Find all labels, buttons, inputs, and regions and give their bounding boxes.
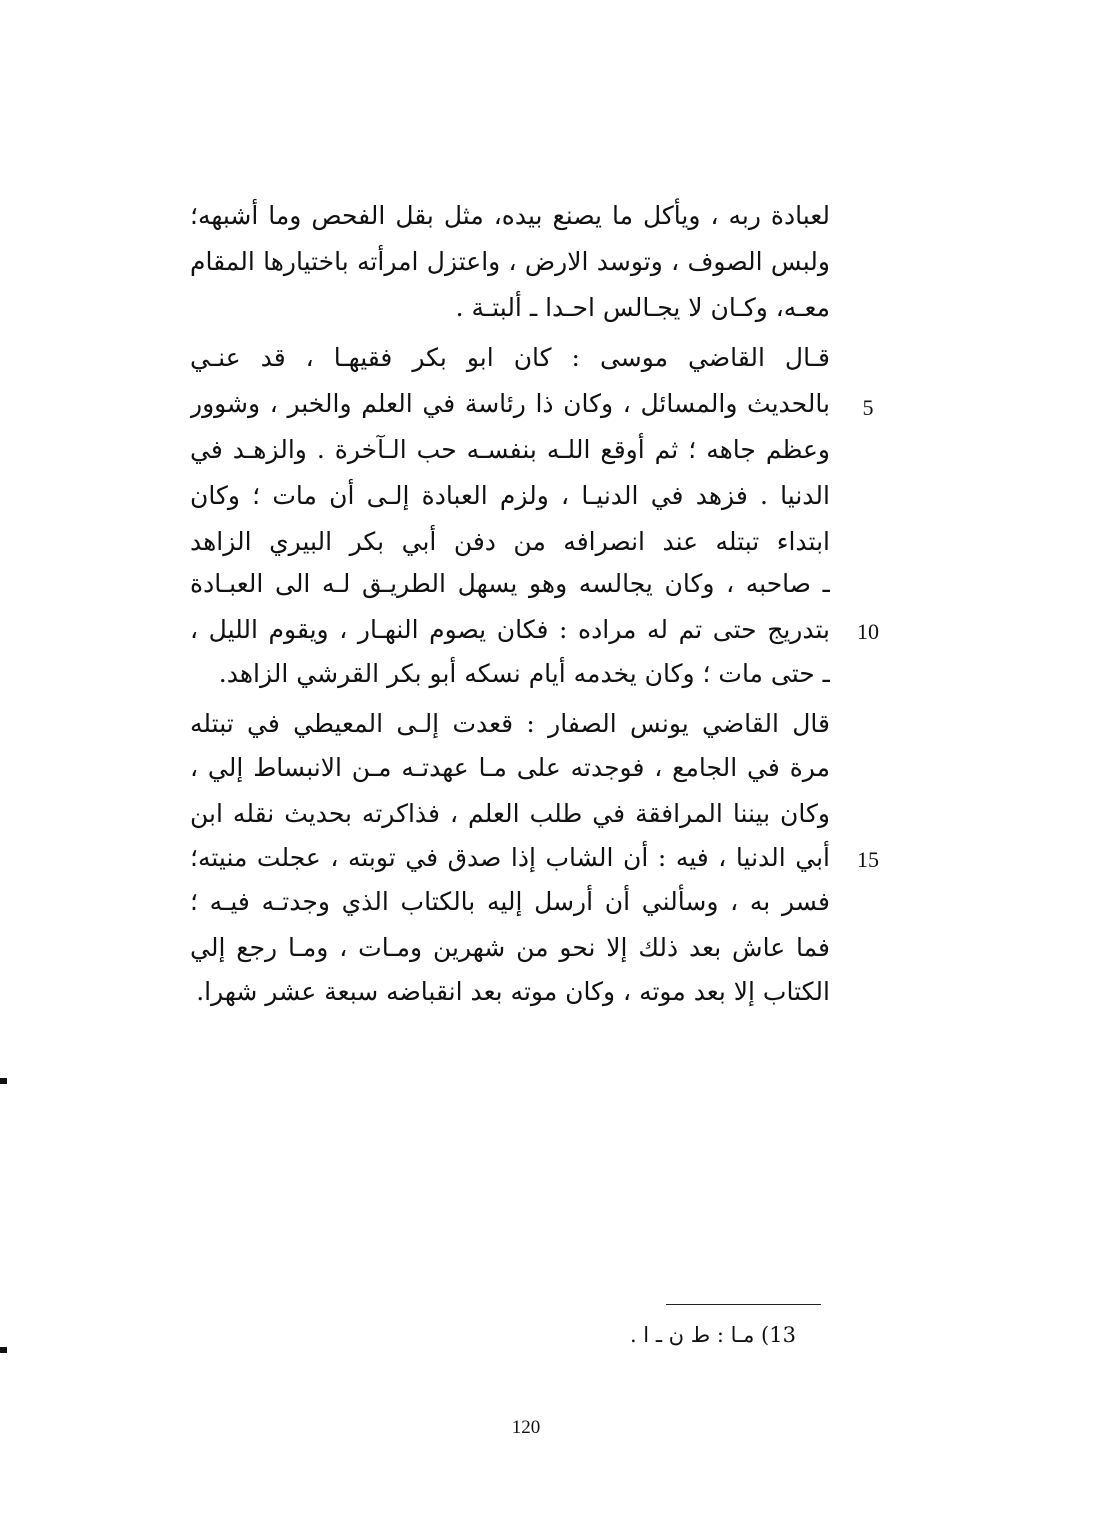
- line-number: 10: [857, 619, 879, 644]
- footnote: 13) مـا : ط ن ـ ا .: [629, 1323, 796, 1347]
- text-line: فما عاش بعد ذلك إلا نحو من شهرين ومـات ، ومـا رجع إلي: [190, 933, 830, 962]
- footnote-divider: [666, 1304, 821, 1305]
- line-number: 5: [862, 395, 874, 420]
- line-number: 15: [857, 847, 879, 872]
- text-line: ابتداء تبتله عند انصرافه من دفن أبي بكر البيري الزاهد: [190, 527, 830, 556]
- text-line: مرة في الجامع ، فوجدته على مـا عهدتـه مـن الانبساط إلي ،: [190, 753, 830, 782]
- scan-margin-mark: [0, 1078, 7, 1084]
- scan-margin-mark: [0, 1347, 7, 1353]
- page-number: 120: [511, 1417, 541, 1438]
- text-line: الكتاب إلا بعد موته ، وكان موته بعد انقباضه سبعة عشر شهرا.: [196, 977, 830, 1006]
- text-line: أبي الدنيا ، فيه : أن الشاب إذا صدق في توبته ، عجلت منيته؛: [190, 843, 830, 872]
- text-line: قال القاضي يونس الصفار : قعدت إلـى المعيطي في تبتله: [190, 709, 830, 738]
- text-line: ولبس الصوف ، وتوسد الارض ، واعتزل امرأته باختيارها المقام: [190, 247, 830, 276]
- text-line: لعبادة ربه ، ويأكل ما يصنع بيده، مثل بقل الفحص وما أشبهه؛: [190, 201, 830, 230]
- text-line: فسر به ، وسألني أن أرسل إليه بالكتاب الذي وجدتـه فيـه ؛: [190, 887, 830, 916]
- text-line: بالحديث والمسائل ، وكان ذا رئاسة في العلم والخبر ، وشوور: [190, 389, 830, 418]
- text-line: الدنيا . فزهد في الدنيـا ، ولزم العبادة إلـى أن مات ؛ وكان: [190, 481, 830, 510]
- text-line: وعظم جاهه ؛ ثم أوقع اللـه بنفسـه حب الـآخرة . والزهـد في: [190, 435, 830, 464]
- text-line: بتدريج حتى تم له مراده : فكان يصوم النهـار ، ويقوم الليل ،: [190, 615, 830, 644]
- text-line: ـ صاحبه ، وكان يجالسه وهو يسهل الطريـق لـه الى العبـادة: [190, 569, 830, 598]
- text-line: قـال القاضي موسى : كان ابو بكر فقيهـا ، قد عنـي: [190, 343, 830, 372]
- text-line: ـ حتى مات ؛ وكان يخدمه أيام نسكه أبو بكر القرشي الزاهد.: [218, 659, 830, 688]
- text-line: معـه، وكـان لا يجـالس احـدا ـ ألبتـة .: [455, 293, 830, 322]
- text-line: وكان بيننا المرافقة في طلب العلم ، فذاكرته بحديث نقله ابن: [190, 799, 830, 828]
